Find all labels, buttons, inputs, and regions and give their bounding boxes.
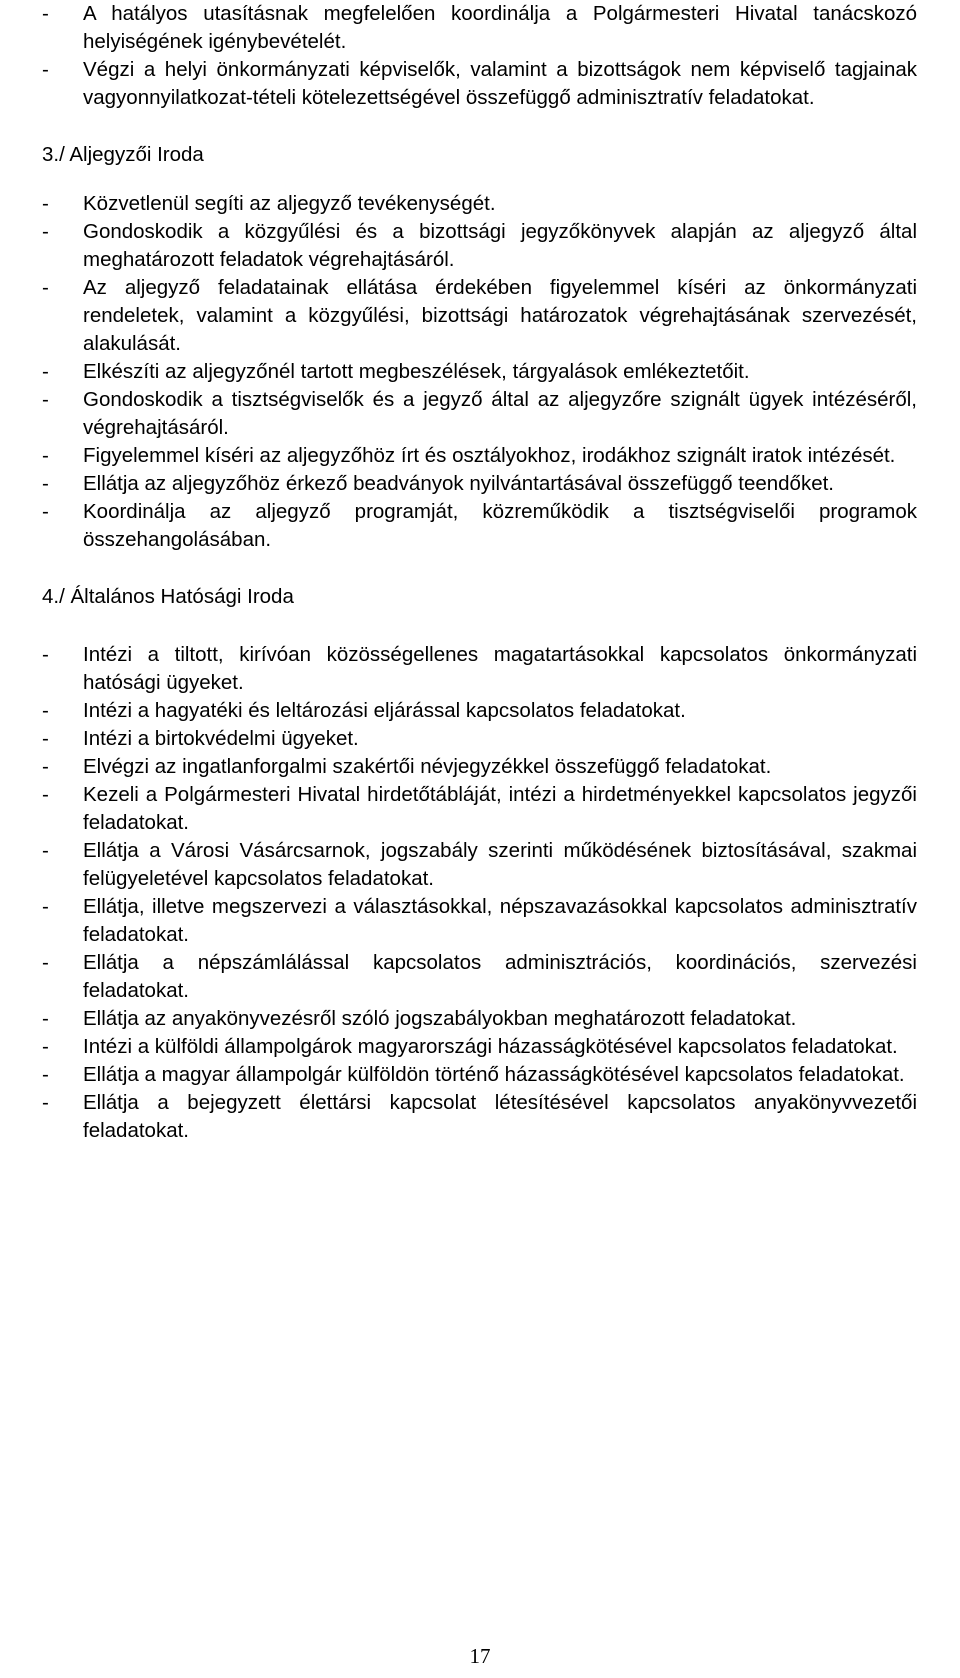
list-item-text: Ellátja a Városi Vásárcsarnok, jogszabály szerinti működésének biztosításával, szakmai felügyeletével kapcsolatos feladatokat. bbox=[83, 839, 917, 890]
list-item-text: Elvégzi az ingatlanforgalmi szakértői névjegyzékkel összefüggő feladatokat. bbox=[83, 755, 772, 778]
list-item bbox=[42, 274, 917, 358]
list-item bbox=[42, 1033, 917, 1061]
list-item-text: Gondoskodik a tisztségviselők és a jegyző által az aljegyzőre szignált ügyek intézéséről, végrehajtásáról. bbox=[83, 388, 917, 439]
list-item bbox=[42, 56, 917, 112]
section-heading-altalanos-hatosagi-iroda: 4./ Általános Hatósági Iroda bbox=[42, 585, 294, 608]
list-item-text: Intézi a tiltott, kirívóan közösségellenes magatartásokkal kapcsolatos önkormányzati hatósági ügyeket. bbox=[83, 643, 917, 694]
list-item-text: A hatályos utasításnak megfelelően koordinálja a Polgármesteri Hivatal tanácskozó helyiségének igénybevételét. bbox=[83, 2, 917, 53]
bullet-dash: - bbox=[42, 220, 49, 243]
list-item bbox=[42, 358, 917, 386]
list-item-text: Ellátja a magyar állampolgár külföldön történő házasságkötésével kapcsolatos feladatokat. bbox=[83, 1063, 905, 1086]
list-item bbox=[42, 697, 917, 725]
section-heading-aljegyzoi-iroda: 3./ Aljegyzői Iroda bbox=[42, 143, 204, 166]
list-item bbox=[42, 781, 917, 837]
list-item bbox=[42, 893, 917, 949]
bullet-dash: - bbox=[42, 444, 49, 467]
list-item-text: Ellátja, illetve megszervezi a választásokkal, népszavazásokkal kapcsolatos adminisztratív feladatokat. bbox=[83, 895, 917, 946]
list-item-text: Közvetlenül segíti az aljegyző tevékenységét. bbox=[83, 192, 496, 215]
list-item bbox=[42, 949, 917, 1005]
list-item-text: Ellátja a bejegyzett élettársi kapcsolat létesítésével kapcsolatos anyakönyvvezetői feladatokat. bbox=[83, 1091, 917, 1142]
bullet-dash: - bbox=[42, 360, 49, 383]
list-item bbox=[42, 725, 917, 753]
list-item-text: Elkészíti az aljegyzőnél tartott megbeszélések, tárgyalások emlékeztetőit. bbox=[83, 360, 750, 383]
bullet-dash: - bbox=[42, 783, 49, 806]
list-item-text: Ellátja az anyakönyvezésről szóló jogszabályokban meghatározott feladatokat. bbox=[83, 1007, 797, 1030]
list-item bbox=[42, 470, 917, 498]
bullet-dash: - bbox=[42, 755, 49, 778]
list-item bbox=[42, 442, 917, 470]
list-item-text: Az aljegyző feladatainak ellátása érdekében figyelemmel kíséri az önkormányzati rendeletek, valamint a közgyűlési, bizottsági határozatok végrehajtásának szervezését, alakulását. bbox=[83, 276, 917, 355]
list-item-text: Gondoskodik a közgyűlési és a bizottsági jegyzőkönyvek alapján az aljegyző által meghatározott feladatok végrehajtásáról. bbox=[83, 220, 917, 271]
bullet-dash: - bbox=[42, 1091, 49, 1114]
bullet-dash: - bbox=[42, 839, 49, 862]
section-4-list bbox=[42, 641, 917, 1145]
document-body bbox=[42, 0, 917, 1145]
bullet-dash: - bbox=[42, 727, 49, 750]
bullet-dash: - bbox=[42, 58, 49, 81]
bullet-dash: - bbox=[42, 699, 49, 722]
bullet-dash: - bbox=[42, 1007, 49, 1030]
list-item bbox=[42, 498, 917, 554]
bullet-dash: - bbox=[42, 895, 49, 918]
list-item bbox=[42, 1061, 917, 1089]
list-item-text: Ellátja a népszámlálással kapcsolatos adminisztrációs, koordinációs, szervezési feladatokat. bbox=[83, 951, 917, 1002]
list-item bbox=[42, 0, 917, 56]
list-item bbox=[42, 1005, 917, 1033]
bullet-dash: - bbox=[42, 500, 49, 523]
list-item bbox=[42, 753, 917, 781]
list-item bbox=[42, 1089, 917, 1145]
list-item-text: Koordinálja az aljegyző programját, közreműködik a tisztségviselői programok összehangolásában. bbox=[83, 500, 917, 551]
list-item-text: Intézi a birtokvédelmi ügyeket. bbox=[83, 727, 359, 750]
list-item-text: Végzi a helyi önkormányzati képviselők, valamint a bizottságok nem képviselő tagjainak vagyonnyilatkozat-tételi kötelezettségével összefüggő adminisztratív feladatokat. bbox=[83, 58, 917, 109]
bullet-dash: - bbox=[42, 1035, 49, 1058]
page-number: 17 bbox=[469, 1644, 491, 1668]
list-item bbox=[42, 837, 917, 893]
bullet-dash: - bbox=[42, 2, 49, 25]
section-2-tail-list bbox=[42, 0, 917, 112]
bullet-dash: - bbox=[42, 951, 49, 974]
bullet-dash: - bbox=[42, 472, 49, 495]
list-item bbox=[42, 218, 917, 274]
bullet-dash: - bbox=[42, 192, 49, 215]
list-item-text: Ellátja az aljegyzőhöz érkező beadványok nyilvántartásával összefüggő teendőket. bbox=[83, 472, 834, 495]
list-item-text: Figyelemmel kíséri az aljegyzőhöz írt és osztályokhoz, irodákhoz szignált iratok intézését. bbox=[83, 444, 896, 467]
bullet-dash: - bbox=[42, 1063, 49, 1086]
list-item-text: Kezeli a Polgármesteri Hivatal hirdetőtábláját, intézi a hirdetményekkel kapcsolatos jegyzői feladatokat. bbox=[83, 783, 917, 834]
bullet-dash: - bbox=[42, 388, 49, 411]
list-item-text: Intézi a hagyatéki és leltározási eljárással kapcsolatos feladatokat. bbox=[83, 699, 686, 722]
list-item bbox=[42, 386, 917, 442]
list-item bbox=[42, 190, 917, 218]
list-item bbox=[42, 641, 917, 697]
bullet-dash: - bbox=[42, 276, 49, 299]
list-item-text: Intézi a külföldi állampolgárok magyarországi házasságkötésével kapcsolatos feladatokat. bbox=[83, 1035, 898, 1058]
section-3-list bbox=[42, 190, 917, 554]
bullet-dash: - bbox=[42, 643, 49, 666]
